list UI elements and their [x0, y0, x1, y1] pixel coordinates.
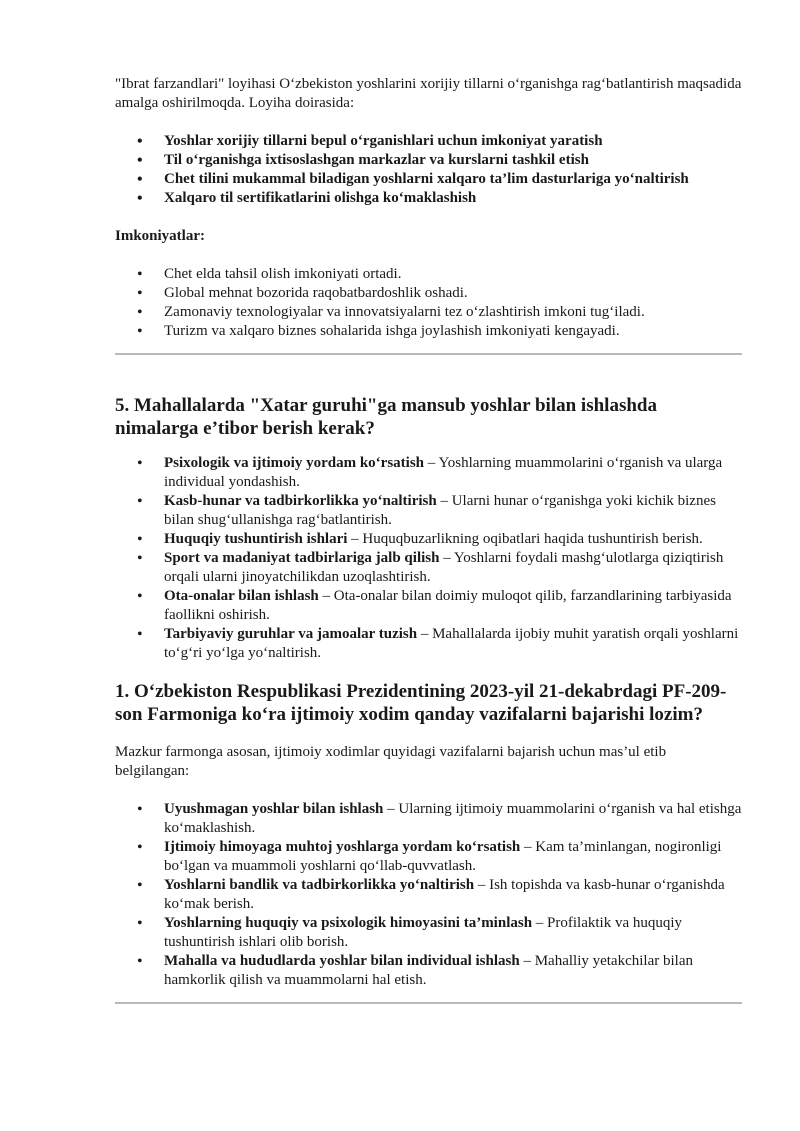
item-term: Ijtimoiy himoyaga muhtoj yoshlarga yordam ko‘rsatish — [164, 839, 521, 855]
list-item: • Zamonaviy texnologiyalar va innovatsiyalarni tez o‘zlashtirish imkoni tug‘iladi. — [115, 303, 742, 322]
item-description: – Mahalliy yetakchilar bilan hamkorlik qilish va muammolarni hal etish. — [164, 953, 693, 988]
item-description: – Huquqbuzarlikning oqibatlari haqida tushuntirish berish. — [347, 531, 703, 547]
item-description: – Yoshlarni foydali mashg‘ulotlarga qiziqtirish orqali ularni jinoyatchilikdan uzoqlashtirish. — [164, 550, 724, 585]
list-item: • Chet tilini mukammal biladigan yoshlarni xalqaro ta’lim dasturlariga yo‘naltirish — [115, 170, 742, 189]
item-description: – Yoshlarning muammolarini o‘rganish va ularga individual yondashish. — [164, 455, 723, 490]
list-item: • Yoshlar xorijiy tillarni bepul o‘rganishlari uchun imkoniyat yaratish — [115, 132, 742, 151]
item-description: – Kam ta’minlangan, nogironligi bo‘lgan va muammoli yoshlarni qo‘llab-quvvatlash. — [164, 839, 722, 874]
section-1-title: 1. O‘zbekiston Respublikasi Prezidentining 2023-yil 21-dekabrdagi PF-209-son Farmoniga ko‘ra ijtimoiy xodim qanday vazifalarni bajarishi lozim? — [115, 681, 727, 725]
list-item: • Chet elda tahsil olish imkoniyati ortadi. — [115, 265, 742, 284]
item-description: – Ularni hunar o‘rganishga yoki kichik biznes bilan shug‘ullanishga rag‘batlantirish. — [164, 493, 716, 528]
list-item: • Xalqaro til sertifikatlarini olishga ko‘maklashish — [115, 189, 742, 208]
list-item — [115, 914, 742, 952]
section-1-intro: Mazkur farmonga asosan, ijtimoiy xodimlar quyidagi vazifalarni bajarish uchun mas’ul etib belgilangan: — [115, 744, 667, 779]
item-description: – Ota-onalar bilan doimiy muloqot qilib, farzandlarining tarbiyasida faollikni oshirish. — [164, 588, 732, 623]
list-item: • Turizm va xalqaro biznes sohalarida ishga joylashish imkoniyati kengayadi. — [115, 322, 742, 341]
item-term: Sport va madaniyat tadbirlariga jalb qilish — [164, 550, 440, 566]
list-item — [115, 876, 742, 914]
item-term: Ota-onalar bilan ishlash — [164, 588, 319, 604]
list-item — [115, 549, 742, 587]
section-1-list — [115, 800, 742, 990]
list-item — [115, 800, 742, 838]
item-term: Psixologik va ijtimoiy yordam ko‘rsatish — [164, 455, 425, 471]
list-item — [115, 454, 742, 492]
section-divider — [115, 1002, 742, 1004]
section-5-title: 5. Mahallalarda "Xatar guruhi"ga mansub yoshlar bilan ishlashda nimalarga e’tibor berish kerak? — [115, 395, 657, 439]
list-item — [115, 952, 742, 990]
list-item: • Global mehnat bozorida raqobatbardoshlik oshadi. — [115, 284, 742, 303]
item-term: Huquqiy tushuntirish ishlari — [164, 531, 348, 547]
item-term: Mahalla va hududlarda yoshlar bilan individual ishlash — [164, 953, 520, 969]
list-item — [115, 838, 742, 876]
item-description: – Mahallalarda ijobiy muhit yaratish orqali yoshlarni to‘g‘ri yo‘lga yo‘naltirish. — [164, 626, 739, 661]
item-term: Yoshlarni bandlik va tadbirkorlikka yo‘naltirish — [164, 877, 475, 893]
item-term: Kasb-hunar va tadbirkorlikka yo‘naltirish — [164, 493, 437, 509]
section-divider — [115, 353, 742, 355]
opportunities-heading: Imkoniyatlar: — [115, 228, 205, 244]
item-term: Yoshlarning huquqiy va psixologik himoyasini ta’minlash — [164, 915, 533, 931]
section-5-list — [115, 454, 742, 663]
item-description: – Profilaktik va huquqiy tushuntirish ishlari olib borish. — [164, 915, 683, 950]
item-term: Tarbiyaviy guruhlar va jamoalar tuzish — [164, 626, 418, 642]
list-item — [115, 625, 742, 663]
item-description: – Ularning ijtimoiy muammolarini o‘rganish va hal etishga ko‘maklashish. — [164, 801, 742, 836]
intro-list — [115, 132, 742, 208]
item-description: – Ish topishda va kasb-hunar o‘rganishda ko‘mak berish. — [164, 877, 725, 912]
intro-paragraph: "Ibrat farzandlari" loyihasi O‘zbekiston yoshlarini xorijiy tillarni o‘rganishga rag‘batlantirish maqsadida amalga oshirilmoqda. Loyiha doirasida: — [115, 76, 742, 111]
list-item — [115, 492, 742, 530]
list-item — [115, 587, 742, 625]
list-item — [115, 530, 742, 549]
opportunities-list — [115, 265, 742, 341]
list-item: • Til o‘rganishga ixtisoslashgan markazlar va kurslarni tashkil etish — [115, 151, 742, 170]
item-term: Uyushmagan yoshlar bilan ishlash — [164, 801, 384, 817]
